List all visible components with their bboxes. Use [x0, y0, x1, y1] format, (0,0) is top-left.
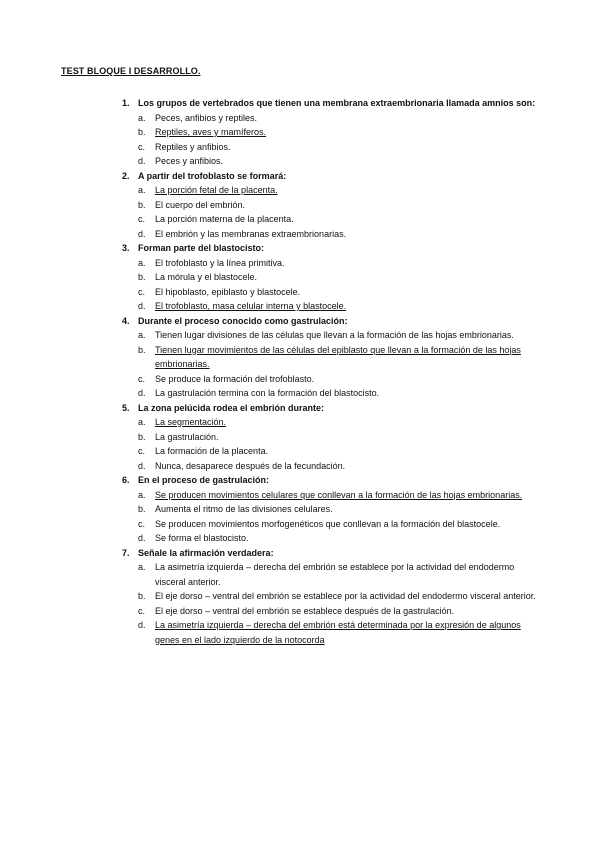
question-item [122, 314, 542, 401]
option-list [138, 488, 542, 546]
option-text: La porción fetal de la placenta. [155, 185, 278, 195]
option-text: El eje dorso – ventral del embrión se establece por la actividad del endodermo visceral anterior. [155, 591, 536, 601]
option-letter: c. [138, 286, 146, 297]
answer-option-correct [138, 125, 542, 140]
question-number: 5. [122, 402, 130, 413]
question-text: Los grupos de vertebrados que tienen una membrana extraembrionaria llamada amnios son: [138, 98, 536, 108]
answer-option [138, 502, 542, 517]
option-text: Nunca, desaparece después de la fecundación. [155, 460, 346, 471]
question-number: 1. [122, 98, 130, 108]
option-text: Se produce la formación del trofoblasto. [155, 373, 315, 384]
option-letter: d. [138, 156, 146, 166]
answer-option-correct [138, 618, 542, 647]
option-letter: d. [138, 533, 146, 543]
option-text: La segmentación. [155, 417, 227, 427]
question-stem [122, 314, 542, 329]
option-text: La asimetría izquierda – derecha del embrión se establece por la actividad del endodermo visceral anterior. [155, 562, 515, 587]
answer-option [138, 372, 542, 387]
question-stem [122, 401, 542, 416]
answer-option [138, 560, 542, 589]
answer-option [138, 198, 542, 213]
option-list [138, 328, 542, 401]
option-list [138, 256, 542, 314]
option-letter: a. [138, 562, 146, 572]
option-text: El eje dorso – ventral del embrión se establece después de la gastrulación. [155, 605, 455, 616]
answer-option [138, 212, 542, 227]
question-text: En el proceso de gastrulación: [138, 475, 270, 485]
question-stem [122, 241, 542, 256]
option-letter: c. [138, 214, 146, 224]
option-text: Peces, anfibios y reptiles. [155, 112, 258, 123]
question-stem [122, 96, 542, 111]
option-text: La gastrulación. [155, 431, 219, 442]
question-item [122, 473, 542, 546]
option-text: El trofoblasto y la línea primitiva. [155, 257, 285, 268]
answer-option [138, 531, 542, 546]
option-text: Reptiles, aves y mamíferos. [155, 127, 267, 137]
option-text: Tienen lugar movimientos de las células del epiblasto que llevan a la formación de las hojas embrionarias. [155, 344, 521, 369]
question-list [122, 96, 542, 647]
option-letter: d. [138, 301, 146, 311]
option-text: La mórula y el blastocele. [155, 272, 258, 282]
question-number: 2. [122, 170, 130, 181]
option-letter: a. [138, 185, 146, 195]
option-letter: c. [138, 605, 146, 616]
option-text: El hipoblasto, epiblasto y blastocele. [155, 286, 301, 297]
question-item [122, 241, 542, 314]
option-letter: b. [138, 591, 146, 601]
option-text: Peces y anfibios. [155, 156, 224, 166]
option-list [138, 560, 542, 647]
question-stem [122, 473, 542, 488]
option-list [138, 415, 542, 473]
answer-option-correct [138, 415, 542, 430]
option-text: La asimetría izquierda – derecha del embrión está determinada por la expresión de algunos genes en el lado izquierdo de la notocorda [155, 620, 521, 645]
question-number: 7. [122, 547, 130, 558]
answer-option-correct [138, 343, 542, 372]
option-letter: d. [138, 620, 146, 630]
option-letter: a. [138, 257, 146, 268]
option-letter: a. [138, 489, 146, 500]
question-text: Señale la afirmación verdadera: [138, 547, 274, 558]
option-list [138, 111, 542, 169]
option-text: El embrión y las membranas extraembrionarias. [155, 228, 347, 239]
answer-option [138, 604, 542, 619]
document-title: TEST BLOQUE I DESARROLLO. [61, 66, 201, 76]
option-text: La porción materna de la placenta. [155, 214, 294, 224]
answer-option [138, 430, 542, 445]
question-text: Durante el proceso conocido como gastrulación: [138, 315, 348, 326]
option-text: La gastrulación termina con la formación del blastocisto. [155, 388, 380, 398]
option-letter: b. [138, 272, 146, 282]
option-letter: b. [138, 504, 146, 514]
answer-option-correct [138, 299, 542, 314]
option-letter: c. [138, 141, 146, 152]
answer-option [138, 270, 542, 285]
option-letter: b. [138, 127, 146, 137]
answer-option [138, 589, 542, 604]
option-letter: c. [138, 373, 146, 384]
answer-option [138, 444, 542, 459]
answer-option [138, 459, 542, 474]
question-number: 3. [122, 243, 130, 253]
answer-option-correct [138, 488, 542, 503]
option-text: Tienen lugar divisiones de las células que llevan a la formación de las hojas embrionarias. [155, 330, 514, 340]
answer-option [138, 154, 542, 169]
option-text: El trofoblasto, masa celular interna y blastocele. [155, 301, 347, 311]
option-letter: c. [138, 518, 146, 529]
option-letter: a. [138, 112, 146, 123]
answer-option [138, 111, 542, 126]
question-text: A partir del trofoblasto se formará: [138, 170, 287, 181]
answer-option [138, 285, 542, 300]
option-letter: d. [138, 388, 146, 398]
answer-option [138, 227, 542, 242]
question-number: 4. [122, 315, 130, 326]
option-letter: d. [138, 460, 146, 471]
answer-option [138, 386, 542, 401]
question-item [122, 96, 542, 169]
option-text: Aumenta el ritmo de las divisiones celulares. [155, 504, 333, 514]
option-text: Se producen movimientos morfogenéticos que conllevan a la formación del blastocele. [155, 518, 501, 529]
option-letter: b. [138, 431, 146, 442]
option-text: La formación de la placenta. [155, 446, 269, 456]
answer-option [138, 517, 542, 532]
option-letter: b. [138, 199, 146, 210]
option-text: Se producen movimientos celulares que conllevan a la formación de las hojas embrionarias. [155, 489, 523, 500]
question-item [122, 546, 542, 648]
question-text: Forman parte del blastocisto: [138, 243, 265, 253]
option-letter: a. [138, 330, 146, 340]
question-item [122, 169, 542, 242]
question-item [122, 401, 542, 474]
option-letter: a. [138, 417, 146, 427]
option-letter: c. [138, 446, 146, 456]
option-list [138, 183, 542, 241]
option-text: Se forma el blastocisto. [155, 533, 249, 543]
answer-option [138, 140, 542, 155]
question-stem [122, 169, 542, 184]
option-letter: d. [138, 228, 146, 239]
question-number: 6. [122, 475, 130, 485]
question-stem [122, 546, 542, 561]
option-text: El cuerpo del embrión. [155, 199, 246, 210]
option-text: Reptiles y anfibios. [155, 141, 231, 152]
option-letter: b. [138, 344, 146, 355]
question-text: La zona pelúcida rodea el embrión durante: [138, 402, 325, 413]
answer-option [138, 256, 542, 271]
answer-option-correct [138, 183, 542, 198]
answer-option [138, 328, 542, 343]
